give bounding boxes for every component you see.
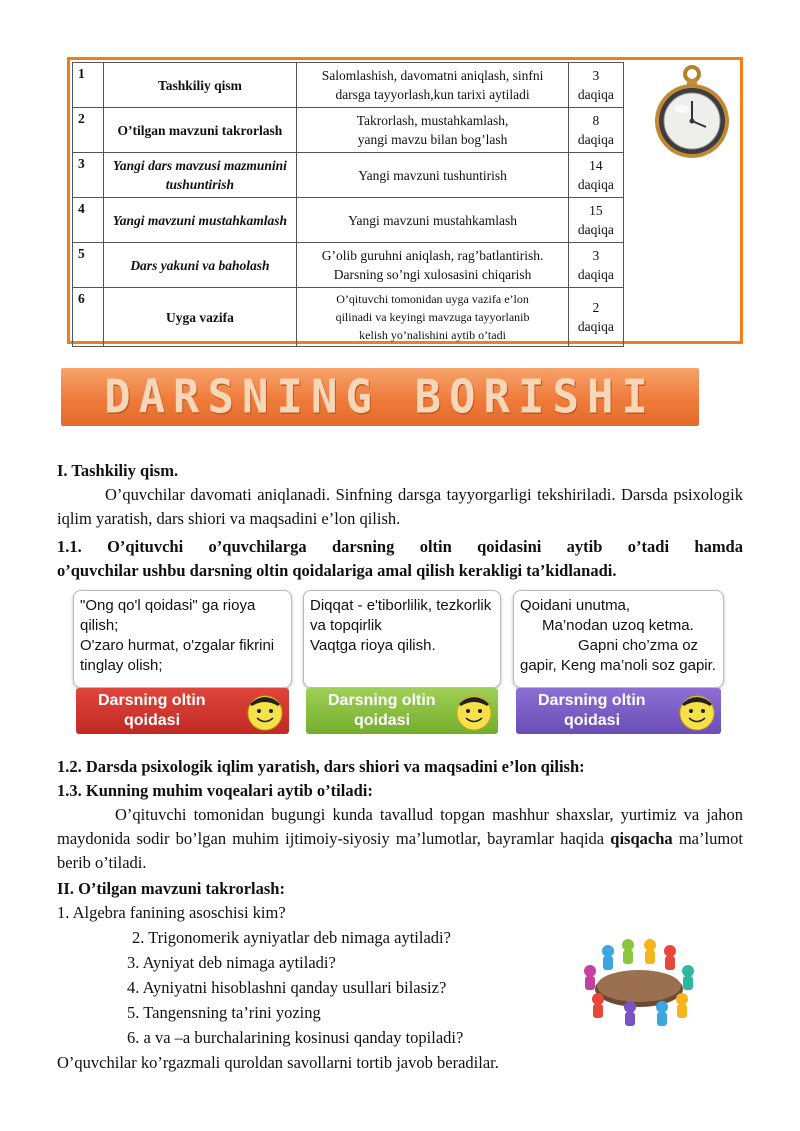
stage-name: Dars yakuni va baholash [103,243,296,288]
row-number: 2 [73,108,104,153]
rule-card [303,590,501,736]
lesson-plan-table [67,57,743,344]
rule-card-text: Diqqat - e'tiborlilik, tezkorlik va topqirlik Vaqtga rioya qilish. [303,590,501,688]
paragraph: O’quvchilar davomati aniqlanadi. Sinfning darsga tayyorgarligi tekshiriladi. Darsda psixologik iqlim yaratish, dars shiori va maqsadini e’lon qilish. [57,485,743,528]
stage-activity: O’qituvchi tomonidan uyga vazifa e’lon qilinadi va keyingi mavzuga tayyorlanib kelish yo’nalishini aytib o’tadi [297,288,569,347]
section-heading: II. O’tilgan mavzuni takrorlash: [57,879,285,898]
smiley-icon [244,690,286,732]
smiley-icon [453,690,495,732]
paragraph: O’qituvchi tomonidan bugungi kunda tavallud topgan mashhur shaxslar, yurtimiz va jahon maydonida sodir bo’lgan muhim ijtimoiy-siyosiy ma’lumotlar, bayramlar haqida qisqacha ma’lumot berib o’tiladi. [57,805,743,872]
stage-activity: Yangi mavzuni tushuntirish [297,153,569,198]
subheading: o’quvchilar ushbu darsning oltin qoidalariga amal qilish kerakligi ta’kidlanadi. [57,561,617,580]
pocket-watch-icon [644,64,734,160]
rule-card [73,590,292,736]
question-item: 6. a va –a burchalarining kosinusi qanday topiladi? [127,1028,464,1047]
rule-card-label: Darsning oltin qoidasi [516,688,721,734]
section-heading: I. Tashkiliy qism. [57,461,179,480]
question-item: 5. Tangensning ta’rini yozing [127,1003,321,1022]
stage-name: Uyga vazifa [103,288,296,347]
question-item: 2. Trigonomerik ayniyatlar deb nimaga aytiladi? [132,928,451,947]
question-item: 3. Ayniyat deb nimaga aytiladi? [127,953,336,972]
row-number: 3 [73,153,104,198]
stage-time: 3 daqiqa [569,63,624,108]
stage-activity: G’olib guruhni aniqlash, rag’batlantirish. Darsning so’ngi xulosasini chiqarish [297,243,569,288]
stage-time: 3 daqiqa [569,243,624,288]
subheading: 1.2. Darsda psixologik iqlim yaratish, dars shiori va maqsadini e’lon qilish: [57,757,585,776]
subheading: 1.1. O’qituvchi o’quvchilarga darsning oltin qoidasini aytib o’tadi hamda [57,537,743,556]
paragraph: O’quvchilar ko’rgazmali quroldan savollarni tortib javob beradilar. [57,1053,499,1072]
table-row [73,63,739,108]
stage-name: O’tilgan mavzuni takrorlash [103,108,296,153]
banner-title: DARSNING BORISHI [104,370,656,424]
section-banner [61,368,699,426]
row-number: 6 [73,288,104,347]
row-number: 4 [73,198,104,243]
stage-activity: Yangi mavzuni mustahkamlash [297,198,569,243]
stage-name: Tashkiliy qism [103,63,296,108]
stage-activity: Takrorlash, mustahkamlash, yangi mavzu bilan bog’lash [297,108,569,153]
rule-card-text: "Ong qo'l qoidasi" ga rioya qilish; O'zaro hurmat, o'zgalar fikrini tinglay olish; [73,590,292,688]
rule-card-label: Darsning oltin qoidasi [306,688,498,734]
stage-activity: Salomlashish, davomatni aniqlash, sinfni darsga tayyorlash,kun tarixi aytiladi [297,63,569,108]
subheading: 1.3. Kunning muhim voqealari aytib o’tiladi: [57,781,373,800]
stage-time: 14 daqiqa [569,153,624,198]
question-item: 1. Algebra fanining asoschisi kim? [57,903,286,922]
stage-name: Yangi dars mavzusi mazmunini tushuntirish [103,153,296,198]
stage-time: 8 daqiqa [569,108,624,153]
rule-card-text: Qoidani unutma, Ma’nodan uzoq ketma. Gapni cho’zma oz gapir, Keng ma’noli soz gapir. [513,590,724,688]
rule-card-label: Darsning oltin qoidasi [76,688,289,734]
stage-name: Yangi mavzuni mustahkamlash [103,198,296,243]
rule-card [513,590,724,736]
stage-time: 2 daqiqa [569,288,624,347]
plan-table [72,62,738,347]
meeting-table-icon [578,937,700,1029]
question-item: 4. Ayniyatni hisoblashni qanday usullari bilasiz? [127,978,447,997]
row-number: 5 [73,243,104,288]
row-number: 1 [73,63,104,108]
smiley-icon [676,690,718,732]
stage-time: 15 daqiqa [569,198,624,243]
